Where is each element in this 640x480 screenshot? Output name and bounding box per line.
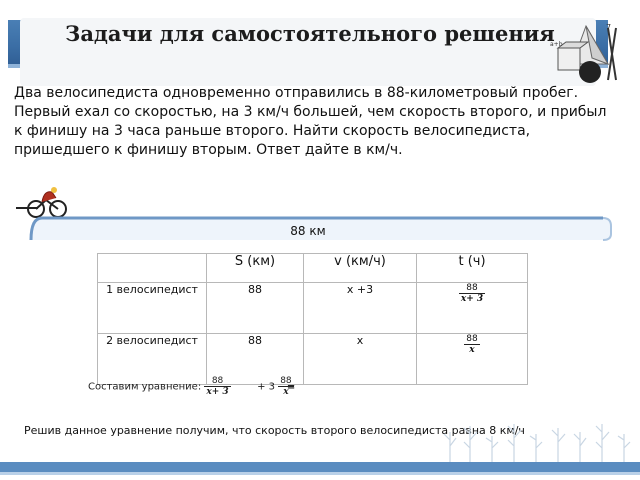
row-label: 1 велосипедист [98, 283, 207, 334]
table-header-s: S (км) [207, 254, 304, 283]
footer-line [0, 472, 640, 475]
equation-right-fraction: $\frac{88}{x}$ [280, 376, 292, 397]
page-title: Задачи для самостоятельного решения [65, 21, 555, 46]
equation-prefix: Составим уравнение: [88, 381, 202, 393]
equation-plus: + 3 [257, 381, 275, 393]
table-header-v: v (км/ч) [304, 254, 417, 283]
distance-label: 88 км [290, 224, 326, 238]
cell-s: 88 [207, 283, 304, 334]
problem-text: Два велосипедиста одновременно отправились в 88-километровый пробег. Первый ехал со скоростью, на 3 км/ч большей, чем скорость второго, и прибыл к финишу на 3 часа раньше второго. Найти скорость велосипедиста, пришедшего к финишу вторым. Ответ дайте в км/ч. [14, 85, 607, 158]
equation [88, 376, 305, 397]
data-table [97, 253, 528, 385]
plants-decoration [440, 418, 636, 462]
footer-band [0, 462, 640, 472]
fraction: $\frac{88}{x+ 3}$ [460, 283, 484, 304]
table-header-corner [98, 254, 207, 283]
table-header-t: t (ч) [417, 254, 528, 283]
row-label: 2 велосипедист [98, 334, 207, 385]
cell-t [417, 334, 528, 385]
geometry-shapes-icon [546, 18, 630, 88]
table-row [98, 283, 528, 334]
svg-text:a+b: a+b [550, 41, 563, 48]
fraction: $\frac{88}{x}$ [466, 334, 478, 355]
cell-v: x +3 [304, 283, 417, 334]
cell-v: x [304, 334, 417, 385]
conclusion-text: Решив данное уравнение получим, что скорость второго велосипедиста равна 8 км/ч [24, 424, 525, 437]
svg-text:7: 7 [606, 23, 612, 32]
equation-left-fraction: $\frac{88}{x+ 3}$ [206, 376, 229, 397]
cell-s: 88 [207, 334, 304, 385]
equation-equals: = [286, 381, 296, 393]
cell-t [417, 283, 528, 334]
